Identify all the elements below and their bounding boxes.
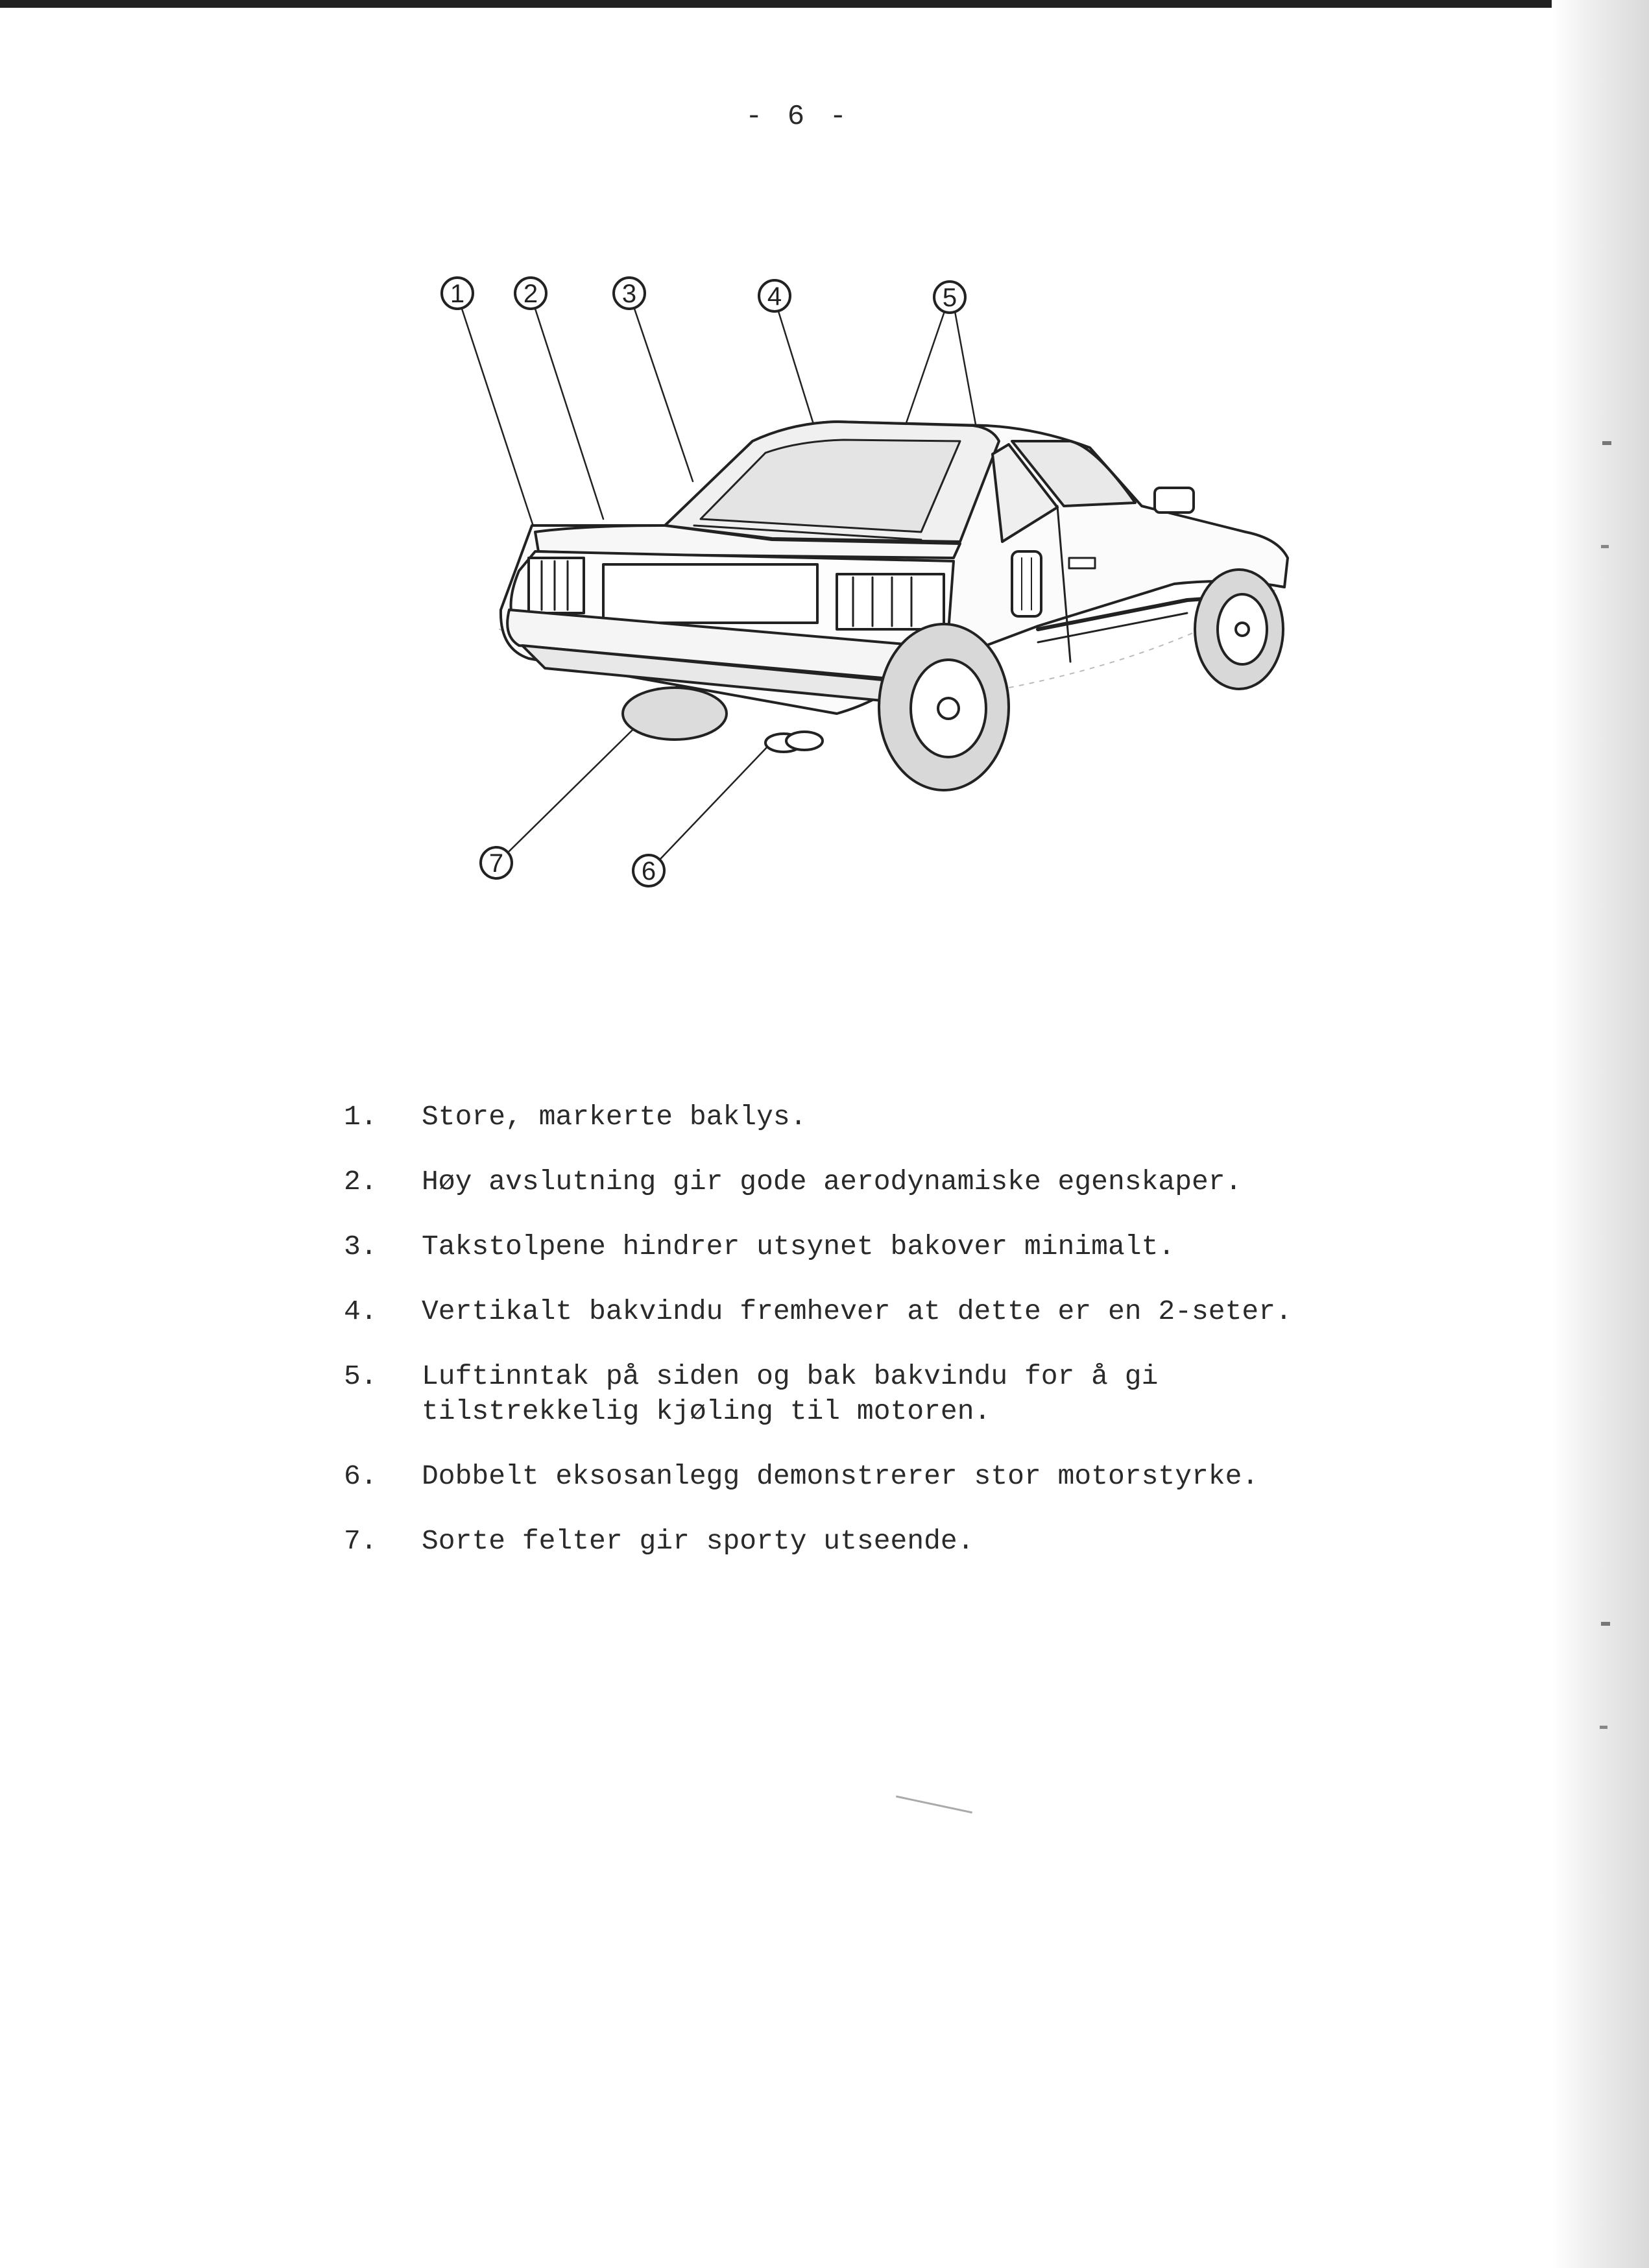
list-item: [344, 1524, 1511, 1559]
scan-speck: [1602, 441, 1611, 445]
list-item-number: 4.: [344, 1296, 378, 1327]
callout-label-4: 4: [767, 282, 782, 311]
callout-label-2: 2: [523, 280, 538, 308]
scan-right-shadow: [1552, 0, 1649, 2268]
callout-label-3: 3: [621, 280, 637, 308]
page-number: - 6 -: [745, 101, 851, 133]
list-item-number: 6.: [344, 1460, 378, 1492]
feature-list: [344, 1100, 1511, 1589]
list-item: [344, 1164, 1511, 1200]
list-item-number: 1.: [344, 1101, 378, 1133]
scan-speck: [896, 1796, 972, 1814]
list-item: [344, 1229, 1511, 1264]
scan-top-edge: [0, 0, 1649, 8]
callout-label-7: 7: [488, 849, 504, 878]
list-item-number: 2.: [344, 1166, 378, 1198]
scan-speck: [1601, 1622, 1610, 1626]
list-item: [344, 1459, 1511, 1494]
callout-label-1: 1: [450, 280, 465, 308]
scan-speck: [1601, 545, 1609, 548]
list-item-number: 7.: [344, 1525, 378, 1557]
callout-label-5: 5: [942, 284, 957, 312]
callout-label-6: 6: [641, 857, 656, 886]
list-item-text: Sorte felter gir sporty utseende.: [422, 1525, 974, 1557]
scan-speck: [1600, 1726, 1607, 1729]
list-item-text: Dobbelt eksosanlegg demonstrerer stor motorstyrke.: [422, 1460, 1259, 1492]
list-item-text: Vertikalt bakvindu fremhever at dette er en 2-seter.: [422, 1296, 1292, 1327]
list-item-text: Store, markerte baklys.: [422, 1101, 807, 1133]
list-item: [344, 1359, 1511, 1429]
list-item-text: Høy avslutning gir gode aerodynamiske egenskaper.: [422, 1166, 1242, 1198]
car-rear-illustration: [389, 247, 1310, 928]
car-illustration-svg: [389, 247, 1310, 928]
list-item: [344, 1294, 1511, 1329]
list-item-text: Luftinntak på siden og bak bakvindu for å gi tilstrekkelig kjøling til motoren.: [422, 1360, 1159, 1427]
list-item-number: 3.: [344, 1231, 378, 1262]
list-item: [344, 1100, 1511, 1135]
list-item-number: 5.: [344, 1360, 378, 1392]
list-item-text: Takstolpene hindrer utsynet bakover minimalt.: [422, 1231, 1175, 1262]
